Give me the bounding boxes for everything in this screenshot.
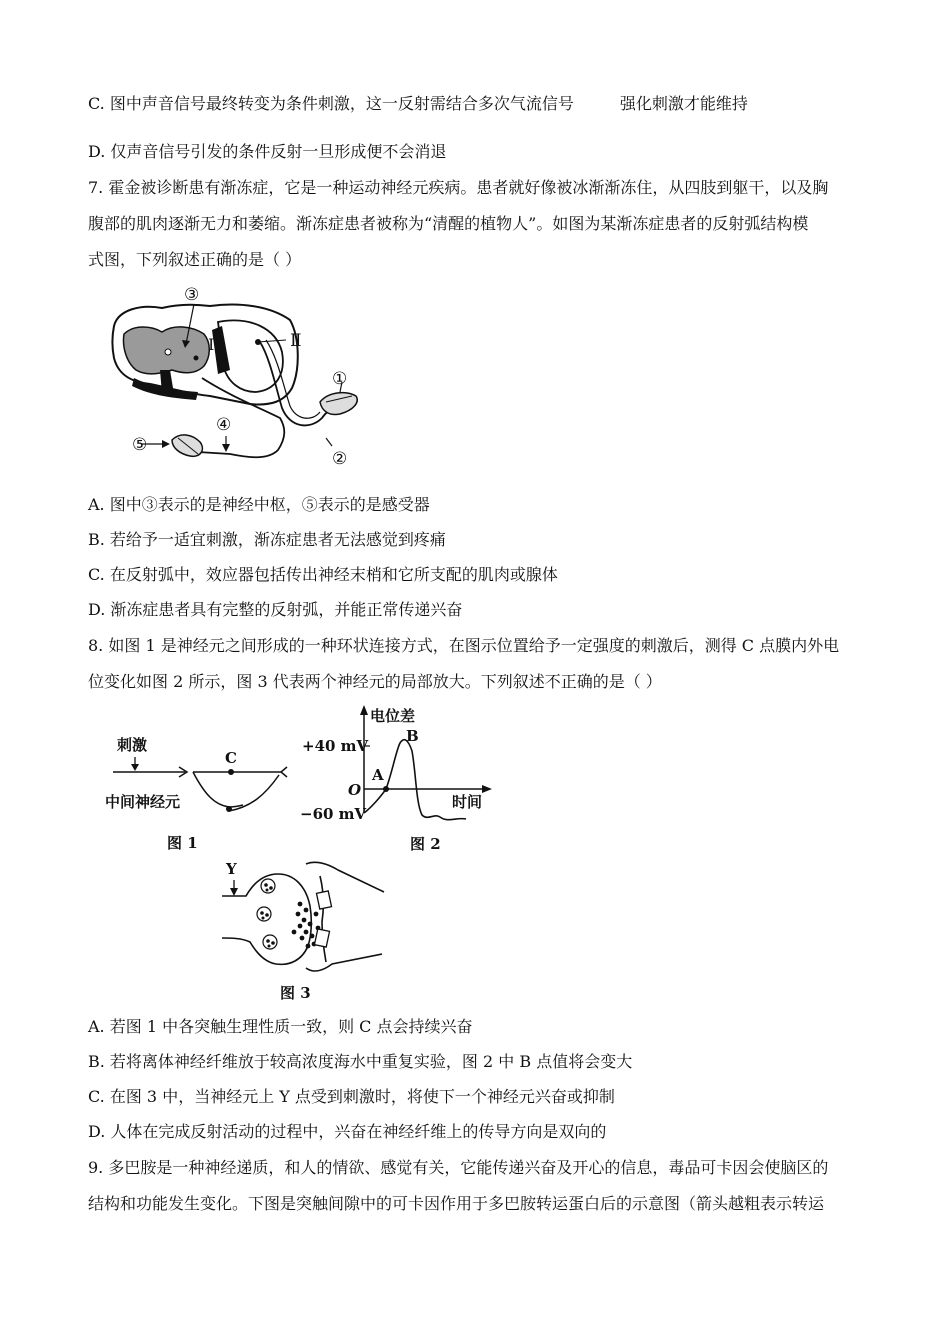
figure-3-synapse xyxy=(220,852,390,1004)
q6-option-d: D. 仅声音信号引发的条件反射一旦形成便不会消退 xyxy=(88,142,447,161)
q7-option-d: D. 渐冻症患者具有完整的反射弧，并能正常传递兴奋 xyxy=(88,600,463,619)
fig2-top-tick: +40 mV xyxy=(302,737,369,755)
q8-stem-line-1: 8. 如图 1 是神经元之间形成的一种环状连接方式，在图示位置给予一定强度的刺激后，测得 C 点膜内外电 xyxy=(88,636,840,655)
q6-option-c-main: C. 图中声音信号最终转变为条件刺激，这一反射需结合多次气流信号 xyxy=(88,94,574,113)
q8-option-b: B. 若将离体神经纤维放于较高浓度海水中重复实验，图 2 中 B 点值将会变大 xyxy=(88,1052,633,1071)
fig2-x-axis-label: 时间 xyxy=(452,793,483,811)
label-3: ③ xyxy=(184,285,200,305)
reflex-arc-figure xyxy=(100,278,370,473)
q7-option-c: C. 在反射弧中，效应器包括传出神经末梢和它所支配的肌肉或腺体 xyxy=(88,565,558,584)
fig2-origin: O xyxy=(348,781,362,799)
fig3-caption: 图 3 xyxy=(280,984,311,1002)
q8-option-c: C. 在图 3 中，当神经元上 Y 点受到刺激时，将使下一个神经元兴奋或抑制 xyxy=(88,1087,615,1106)
q8-option-a: A. 若图 1 中各突触生理性质一致，则 C 点会持续兴奋 xyxy=(88,1017,473,1036)
q6-option-c xyxy=(88,93,748,115)
fig2-bottom-tick: −60 mV xyxy=(300,805,367,823)
label-1: ① xyxy=(332,369,348,389)
q7-option-b: B. 若给予一适宜刺激，渐冻症患者无法感觉到疼痛 xyxy=(88,530,446,549)
q9-stem-line-1: 9. 多巴胺是一种神经递质，和人的情欲、感觉有关，它能传递兴奋及开心的信息，毒品可卡因会使脑区的 xyxy=(88,1158,829,1177)
q7-option-a: A. 图中③表示的是神经中枢，⑤表示的是感受器 xyxy=(88,495,430,514)
q9-stem-line-2: 结构和功能发生变化。下图是突触间隙中的可卡因作用于多巴胺转运蛋白后的示意图（箭头越粗表示转运 xyxy=(88,1194,825,1213)
label-5: ⑤ xyxy=(132,435,148,455)
figure-1-ring-circuit xyxy=(95,725,300,855)
q8-stem-line-2: 位变化如图 2 所示，图 3 代表两个神经元的局部放大。下列叙述不正确的是（ ） xyxy=(88,672,662,691)
q7-stem-line-2: 腹部的肌肉逐渐无力和萎缩。渐冻症患者被称为“清醒的植物人”。如图为某渐冻症患者的反射弧结构模 xyxy=(88,214,809,233)
fig1-point-c: C xyxy=(225,749,237,767)
fig1-stimulus-label: 刺激 xyxy=(117,736,148,754)
fig2-point-b: B xyxy=(406,727,419,745)
q8-option-d: D. 人体在完成反射活动的过程中，兴奋在神经纤维上的传导方向是双向的 xyxy=(88,1122,607,1141)
fig2-caption: 图 2 xyxy=(410,835,441,853)
label-4: ④ xyxy=(216,415,232,435)
label-2: ② xyxy=(332,449,348,469)
label-roman-2: Ⅱ xyxy=(290,331,302,351)
fig2-y-axis-label: 电位差 xyxy=(370,707,416,725)
q7-stem-line-3: 式图，下列叙述正确的是（ ） xyxy=(88,250,302,269)
q7-stem-line-1: 7. 霍金被诊断患有渐冻症，它是一种运动神经元疾病。患者就好像被冰渐渐冻住，从四肢到躯干，以及胸 xyxy=(88,178,829,197)
label-roman-1: I xyxy=(208,335,215,354)
fig2-point-a: A xyxy=(372,766,384,784)
fig1-interneuron-label: 中间神经元 xyxy=(105,793,181,811)
q6-option-c-tail: 强化刺激才能维持 xyxy=(619,94,748,113)
fig1-caption: 图 1 xyxy=(167,834,198,852)
figure-2-potential-graph xyxy=(300,703,500,855)
fig3-y-label: Y xyxy=(226,860,237,878)
